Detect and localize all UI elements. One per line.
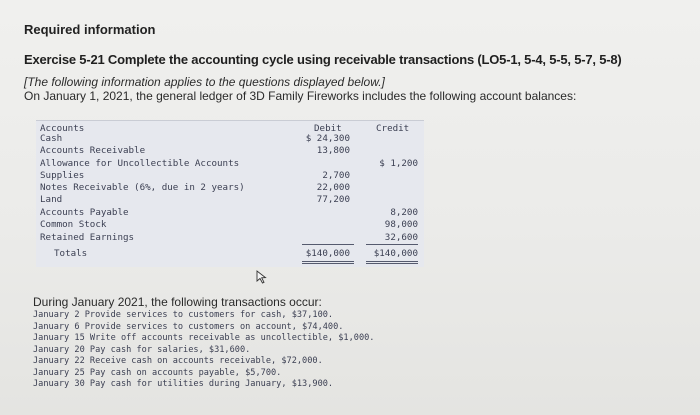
account-name: Retained Earnings [40, 232, 135, 243]
debit-subtotal-rule [302, 244, 354, 245]
credit-value: 8,200 [390, 207, 418, 218]
credit-subtotal-rule [366, 244, 418, 245]
transactions-intro: During January 2021, the following transactions occur: [33, 295, 322, 309]
account-name: Supplies [40, 170, 85, 181]
credit-total-rule-2 [366, 263, 418, 264]
debit-value: 77,200 [316, 194, 350, 205]
mouse-pointer-icon [256, 270, 268, 284]
account-balances-table [36, 120, 424, 267]
list-item: January 25 Pay cash on accounts payable, $5,700. [33, 367, 282, 378]
account-name: Notes Receivable (6%, due in 2 years) [40, 182, 245, 193]
list-item: January 2 Provide services to customers for cash, $37,100. [33, 310, 334, 320]
list-item: January 30 Pay cash for utilities during January, $13,900. [33, 379, 334, 389]
debit-value: 13,800 [316, 145, 350, 156]
debit-value [280, 232, 350, 243]
debit-value: $ 24,300 [305, 133, 350, 144]
intro-text: On January 1, 2021, the general ledger of 3D Family Fireworks includes the following account balances: [24, 89, 577, 103]
info-note: [The following information applies to the questions displayed below.] [24, 75, 385, 89]
account-name: Accounts Payable [40, 207, 129, 218]
credit-total-rule [366, 261, 418, 262]
list-item: January 22 Receive cash on accounts receivable, $72,000. [33, 356, 323, 366]
debit-value [280, 207, 350, 218]
debit-total-rule [302, 261, 354, 262]
account-name: Land [40, 194, 63, 205]
credit-value: 98,000 [384, 219, 418, 230]
list-item: January 6 Provide services to customers on account, $74,400. [33, 321, 344, 332]
debit-value [280, 158, 350, 169]
total-debit: $140,000 [305, 248, 350, 259]
totals-label: Totals [54, 248, 88, 259]
account-name: Allowance for Uncollectible Accounts [40, 158, 240, 169]
debit-value: 2,700 [322, 170, 350, 181]
accounts-column-header: Accounts [40, 123, 85, 134]
total-credit: $140,000 [373, 248, 418, 259]
credit-column-header: Credit [376, 123, 410, 134]
debit-total-rule-2 [302, 263, 354, 264]
transactions-list [33, 310, 374, 391]
debit-value [280, 219, 350, 230]
credit-value [356, 145, 418, 156]
debit-value: 22,000 [316, 182, 350, 193]
credit-value: $ 1,200 [379, 158, 418, 169]
credit-value [356, 182, 418, 193]
account-name: Common Stock [40, 219, 107, 230]
account-name: Accounts Receivable [40, 145, 146, 156]
credit-value [356, 194, 418, 205]
account-name: Cash [40, 133, 63, 144]
credit-value [356, 133, 418, 144]
list-item: January 20 Pay cash for salaries, $31,600. [33, 344, 251, 355]
credit-value [356, 170, 418, 181]
list-item: January 15 Write off accounts receivable as uncollectible, $1,000. [33, 333, 375, 343]
debit-column-header: Debit [314, 123, 342, 134]
exercise-title: Exercise 5-21 Complete the accounting cycle using receivable transactions (LO5-1, 5-4, 5-5, 5-7, 5-8) [24, 52, 622, 67]
required-information-heading: Required information [24, 22, 156, 37]
credit-value: 32,600 [384, 232, 418, 243]
